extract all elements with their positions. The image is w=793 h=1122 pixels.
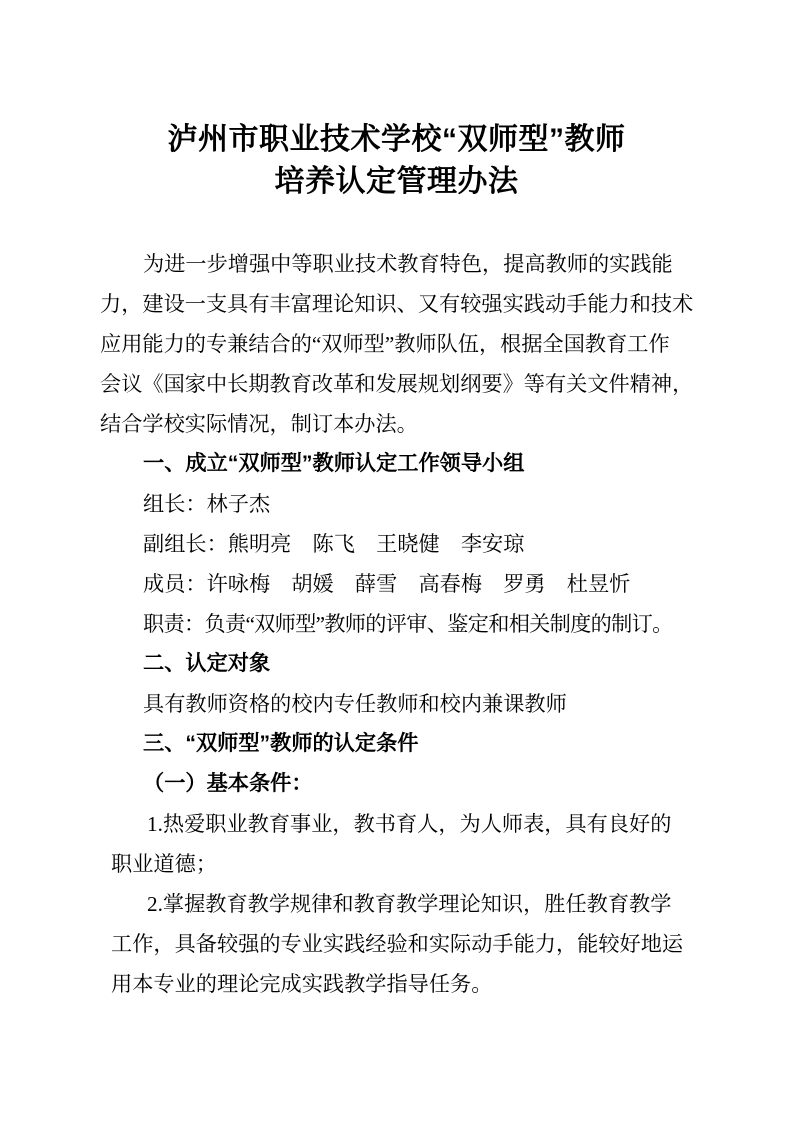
title-line-1: 泸州市职业技术学校“双师型”教师 — [167, 123, 626, 156]
condition-1-line-2: 职业道德； — [111, 852, 217, 876]
intro-paragraph-line-4: 会议《国家中长期教育改革和发展规划纲要》等有关文件精神， — [100, 372, 694, 396]
intro-paragraph-line-5: 结合学校实际情况，制订本办法。 — [100, 412, 418, 436]
certification-target-line: 具有教师资格的校内专任教师和校内兼课教师 — [143, 692, 567, 716]
heading-section-1: 一、成立“双师型”教师认定工作领导小组 — [143, 452, 525, 475]
heading-section-2: 二、认定对象 — [143, 652, 271, 675]
members-line: 成员：许咏梅 胡媛 薛雪 高春梅 罗勇 杜昱忻 — [143, 572, 631, 596]
intro-paragraph-line-2: 力，建设一支具有丰富理论知识、又有较强实践动手能力和技术 — [100, 292, 694, 316]
heading-section-3: 三、“双师型”教师的认定条件 — [143, 732, 419, 755]
intro-paragraph-line-3: 应用能力的专兼结合的“双师型”教师队伍，根据全国教育工作 — [100, 332, 670, 356]
document-body — [100, 244, 700, 1004]
group-leader-line: 组长：林子杰 — [143, 492, 271, 516]
condition-1-line-1: 1.热爱职业教育事业，教书育人，为人师表，具有良好的 — [147, 812, 672, 836]
condition-2-line-2: 工作，具备较强的专业实践经验和实际动手能力，能较好地运 — [111, 932, 684, 956]
deputy-leaders-line: 副组长：熊明亮 陈飞 王晓健 李安琼 — [143, 532, 525, 556]
title-line-2: 培养认定管理办法 — [274, 165, 519, 198]
subheading-basic-conditions: （一）基本条件： — [143, 772, 313, 795]
intro-paragraph-line-1: 为进一步增强中等职业技术教育特色，提高教师的实践能 — [143, 252, 673, 276]
duties-line: 职责：负责“双师型”教师的评审、鉴定和相关制度的制订。 — [143, 612, 673, 636]
condition-2-line-3: 用本专业的理论完成实践教学指导任务。 — [111, 972, 493, 996]
condition-2-line-1: 2.掌握教育教学规律和教育教学理论知识，胜任教育教学 — [147, 892, 672, 916]
document-title — [0, 119, 793, 203]
